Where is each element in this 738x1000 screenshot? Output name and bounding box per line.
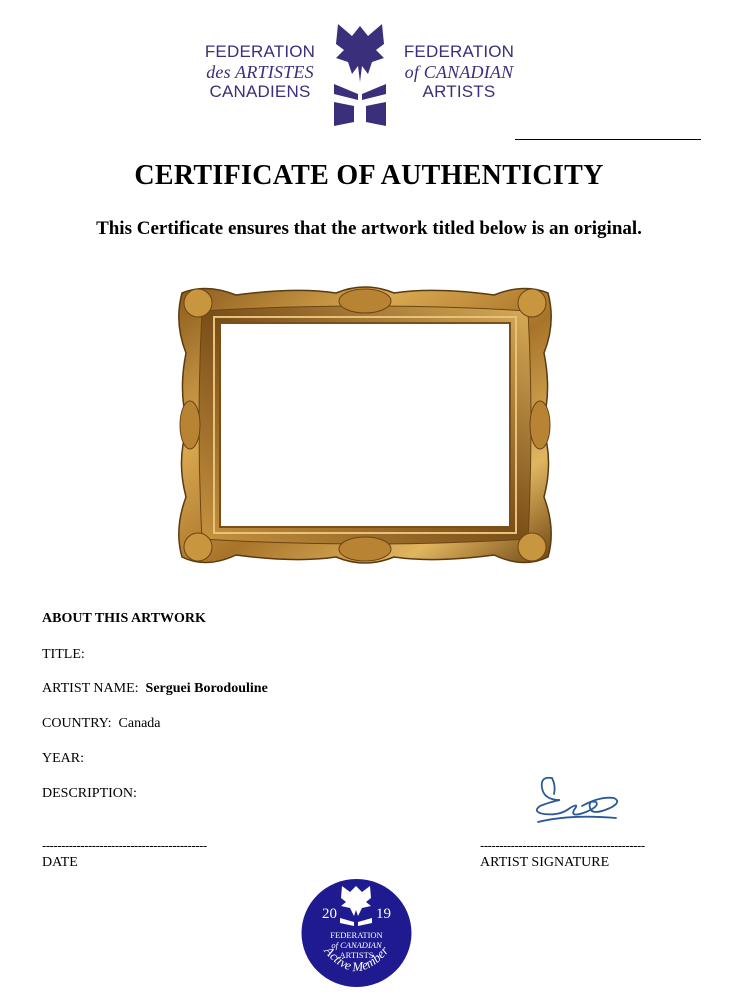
- active-member-badge-icon: [300, 878, 413, 988]
- handwritten-signature-icon: [530, 772, 622, 828]
- date-label: DATE: [42, 855, 78, 870]
- certificate-subtitle: This Certificate ensures that the artwork titled below is an original.: [96, 218, 642, 239]
- federation-logo: [200, 22, 518, 126]
- description-field: [42, 786, 137, 802]
- artist-signature-label: ARTIST SIGNATURE: [480, 855, 610, 870]
- logo-left-line-2: des ARTISTES: [206, 62, 314, 82]
- logo-right-line-3: ARTISTS: [422, 82, 496, 101]
- logo-left-line-1: FEDERATION: [204, 42, 316, 61]
- about-artwork-heading: ABOUT THIS ARTWORK: [42, 611, 206, 626]
- badge-year-left: 20: [322, 906, 337, 922]
- badge-year-right: 19: [376, 906, 391, 922]
- year-field: [42, 751, 84, 767]
- maple-leaf-logo-icon: [332, 22, 388, 126]
- logo-right-line-2: of CANADIAN: [404, 62, 514, 82]
- country-field: [42, 716, 161, 732]
- country-value: Canada: [118, 716, 161, 731]
- badge-line-3: ARTISTS: [339, 950, 374, 960]
- signature-line: -------------------------------------------: [480, 838, 645, 853]
- artist-name-value: Serguei Borodouline: [145, 681, 268, 696]
- logo-text-english: [400, 42, 518, 102]
- top-divider: [515, 139, 701, 140]
- artist-name-label: ARTIST NAME:: [42, 681, 139, 696]
- title-field: [42, 647, 85, 663]
- date-line: -------------------------------------------: [42, 838, 207, 853]
- badge-line-1: FEDERATION: [330, 930, 383, 940]
- badge-line-2: of CANADIAN: [331, 940, 382, 950]
- title-label: TITLE:: [42, 647, 85, 662]
- ornate-gold-frame-icon: [176, 283, 554, 567]
- badge-arc-text: Active Member: [321, 943, 392, 975]
- year-label: YEAR:: [42, 751, 84, 766]
- logo-text-french: [200, 42, 320, 102]
- country-label: COUNTRY:: [42, 716, 112, 731]
- logo-left-line-3: CANADIENS: [209, 82, 311, 101]
- description-label: DESCRIPTION:: [42, 786, 137, 801]
- certificate-title: CERTIFICATE OF AUTHENTICITY: [134, 160, 604, 191]
- artist-name-field: [42, 681, 268, 697]
- logo-right-line-1: FEDERATION: [403, 42, 515, 61]
